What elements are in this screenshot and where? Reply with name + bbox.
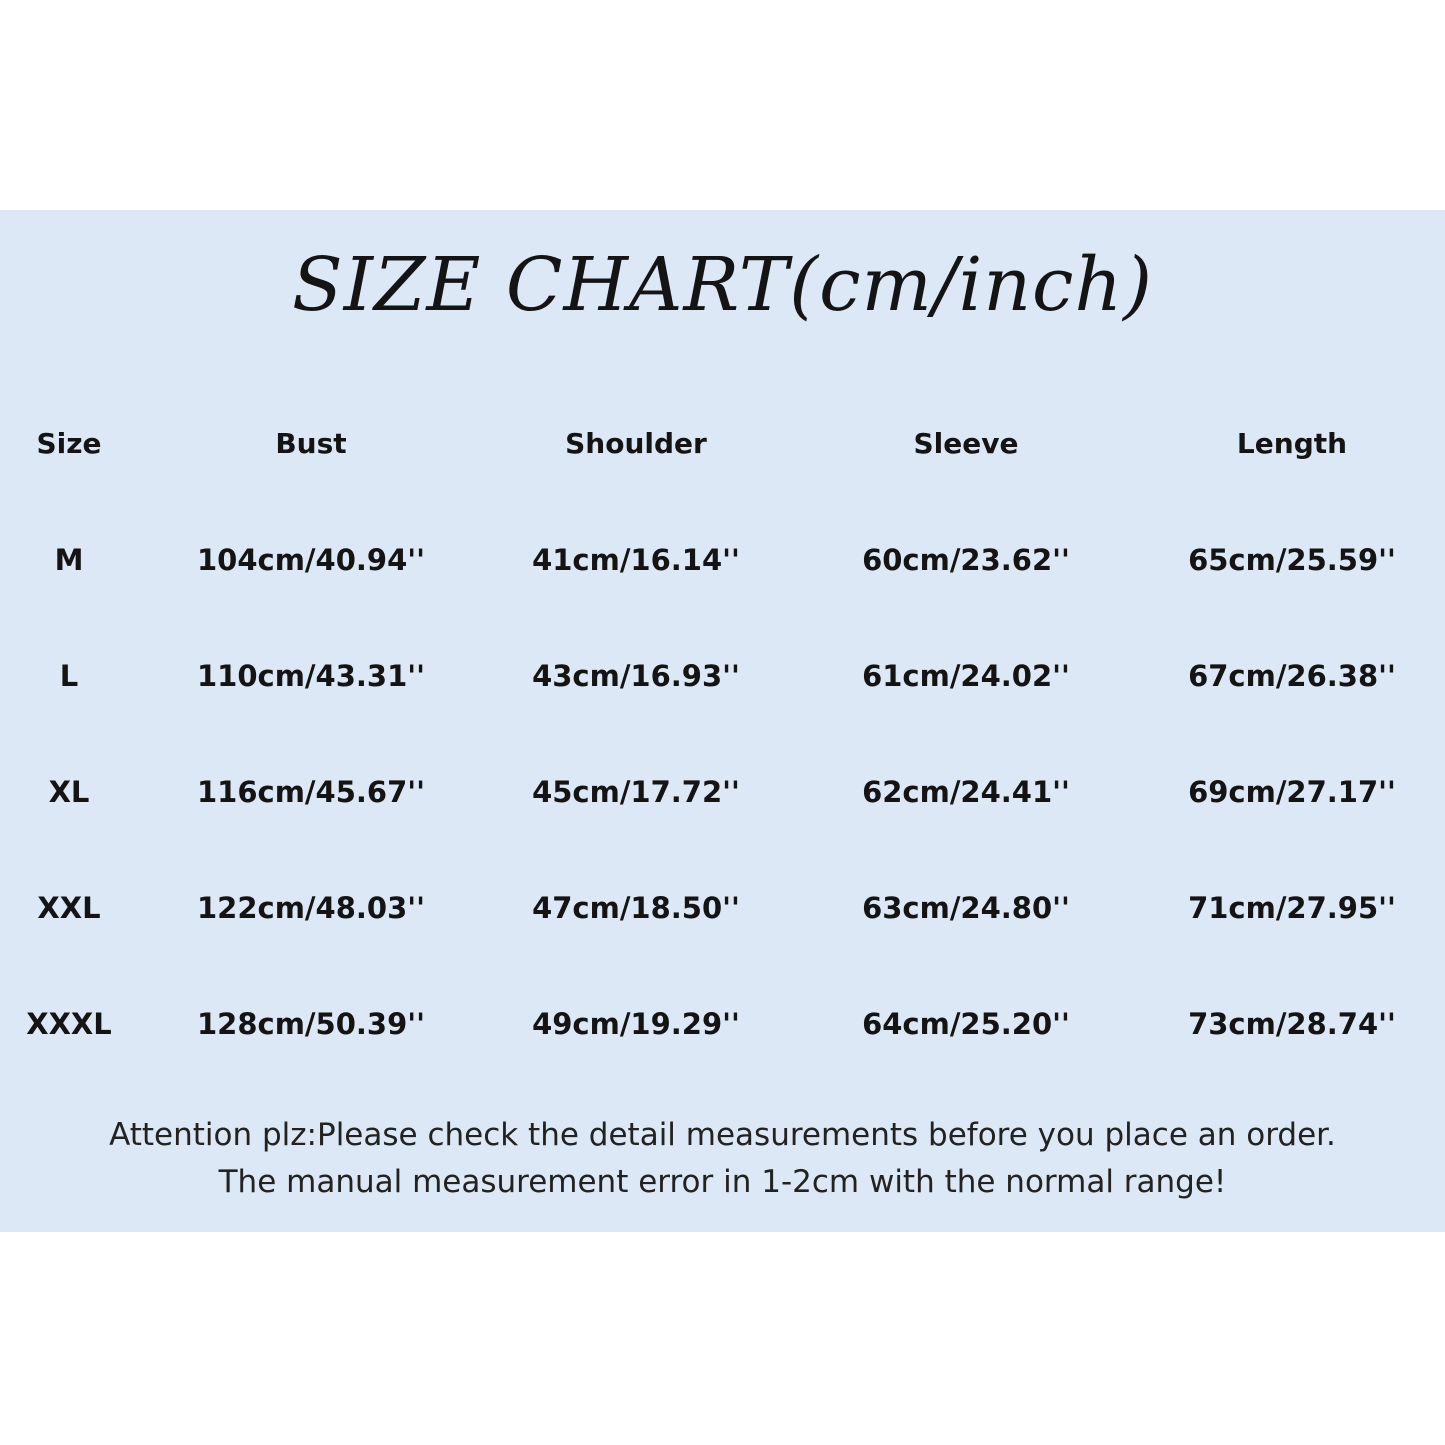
shoulder-cell: 45cm/17.72'' — [532, 775, 740, 809]
bust-cell: 122cm/48.03'' — [196, 891, 426, 925]
measurement-error-note: The manual measurement error in 1-2cm with the normal range! — [218, 1164, 1227, 1200]
bust-cell: 116cm/45.67'' — [196, 775, 426, 809]
size-cell: XXXL — [26, 1007, 112, 1041]
length-cell: 71cm/27.95'' — [1188, 891, 1396, 925]
column-header-bust: Bust — [275, 427, 347, 460]
bust-cell: 110cm/43.31'' — [196, 659, 426, 693]
length-cell: 67cm/26.38'' — [1188, 659, 1396, 693]
size-cell: XXL — [37, 891, 101, 925]
sleeve-cell: 64cm/25.20'' — [862, 1007, 1070, 1041]
size-cell: L — [59, 659, 79, 693]
sleeve-cell: 62cm/24.41'' — [862, 775, 1070, 809]
sleeve-cell: 60cm/23.62'' — [862, 543, 1070, 577]
length-cell: 65cm/25.59'' — [1188, 543, 1396, 577]
column-header-shoulder: Shoulder — [565, 427, 707, 460]
size-chart-title: SIZE CHART(cm/inch) — [292, 242, 1153, 328]
column-header-sleeve: Sleeve — [913, 427, 1019, 460]
shoulder-cell: 47cm/18.50'' — [532, 891, 740, 925]
sleeve-cell: 61cm/24.02'' — [862, 659, 1070, 693]
shoulder-cell: 41cm/16.14'' — [532, 543, 740, 577]
column-header-size: Size — [36, 427, 102, 460]
size-cell: M — [54, 543, 84, 577]
shoulder-cell: 49cm/19.29'' — [532, 1007, 740, 1041]
size-cell: XL — [48, 775, 90, 809]
bust-cell: 104cm/40.94'' — [196, 543, 426, 577]
sleeve-cell: 63cm/24.80'' — [862, 891, 1070, 925]
column-header-length: Length — [1236, 427, 1348, 460]
attention-note: Attention plz:Please check the detail measurements before you place an order. — [109, 1117, 1336, 1153]
length-cell: 69cm/27.17'' — [1188, 775, 1396, 809]
bust-cell: 128cm/50.39'' — [196, 1007, 426, 1041]
size-chart-panel — [0, 210, 1445, 1232]
shoulder-cell: 43cm/16.93'' — [532, 659, 740, 693]
length-cell: 73cm/28.74'' — [1188, 1007, 1396, 1041]
